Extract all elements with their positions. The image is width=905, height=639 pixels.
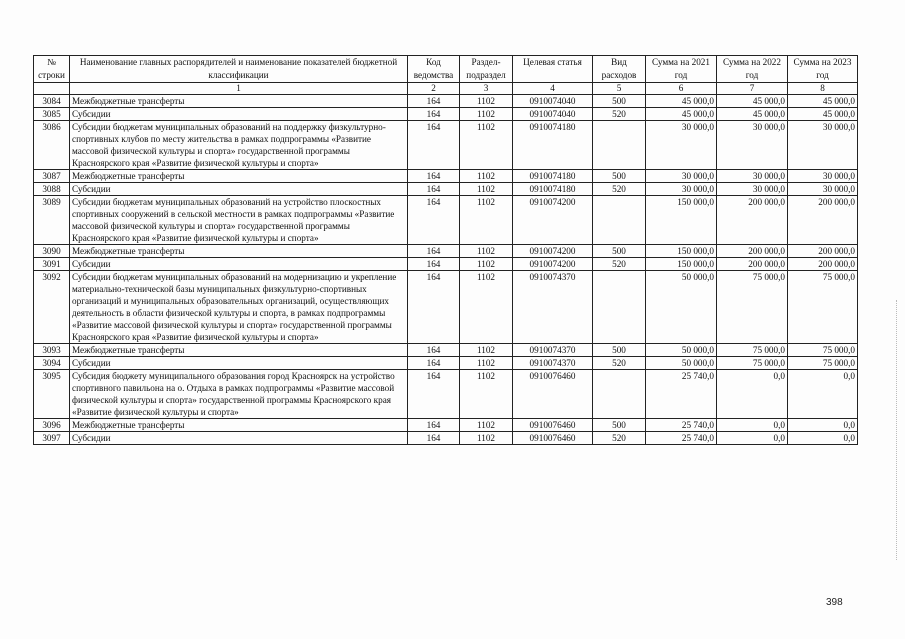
row-expense-type: 520 <box>593 258 646 271</box>
row-expense-type <box>593 370 646 419</box>
row-sum-2023: 200 000,0 <box>788 196 858 245</box>
column-number: 1 <box>70 83 408 95</box>
row-target: 0910074180 <box>513 183 593 196</box>
row-code: 164 <box>408 357 460 370</box>
row-section: 1102 <box>460 370 513 419</box>
row-target: 0910074200 <box>513 196 593 245</box>
row-sum-2021: 150 000,0 <box>646 258 717 271</box>
row-target: 0910074370 <box>513 271 593 344</box>
row-sum-2021: 30 000,0 <box>646 121 717 170</box>
table-row <box>34 357 858 370</box>
row-sum-2022: 45 000,0 <box>717 108 788 121</box>
row-expense-type: 500 <box>593 419 646 432</box>
budget-table <box>33 55 858 445</box>
table-row <box>34 271 858 344</box>
header-cell: Сумма на 2021 год <box>646 56 717 83</box>
row-section: 1102 <box>460 419 513 432</box>
row-sum-2021: 150 000,0 <box>646 245 717 258</box>
row-name: Межбюджетные трансферты <box>70 419 408 432</box>
row-target: 0910074370 <box>513 357 593 370</box>
table-row <box>34 245 858 258</box>
row-code: 164 <box>408 271 460 344</box>
scan-edge-marks <box>896 300 899 560</box>
row-code: 164 <box>408 121 460 170</box>
row-name: Межбюджетные трансферты <box>70 344 408 357</box>
row-expense-type: 520 <box>593 357 646 370</box>
row-number: 3092 <box>34 271 70 344</box>
row-sum-2022: 200 000,0 <box>717 245 788 258</box>
row-name: Субсидии <box>70 258 408 271</box>
header-cell: Раздел-подраздел <box>460 56 513 83</box>
row-code: 164 <box>408 170 460 183</box>
row-sum-2021: 25 740,0 <box>646 370 717 419</box>
row-sum-2022: 30 000,0 <box>717 183 788 196</box>
row-number: 3091 <box>34 258 70 271</box>
row-code: 164 <box>408 419 460 432</box>
row-target: 0910074040 <box>513 95 593 108</box>
row-section: 1102 <box>460 95 513 108</box>
row-target: 0910074200 <box>513 258 593 271</box>
row-name: Субсидии <box>70 432 408 445</box>
row-sum-2022: 200 000,0 <box>717 196 788 245</box>
row-code: 164 <box>408 258 460 271</box>
row-name: Субсидии <box>70 183 408 196</box>
row-sum-2021: 25 740,0 <box>646 432 717 445</box>
row-sum-2023: 0,0 <box>788 370 858 419</box>
row-sum-2021: 30 000,0 <box>646 183 717 196</box>
column-number: 6 <box>646 83 717 95</box>
table-row <box>34 432 858 445</box>
row-target: 0910076460 <box>513 370 593 419</box>
row-code: 164 <box>408 245 460 258</box>
row-sum-2021: 45 000,0 <box>646 95 717 108</box>
row-section: 1102 <box>460 271 513 344</box>
row-sum-2023: 200 000,0 <box>788 258 858 271</box>
table-row <box>34 170 858 183</box>
row-code: 164 <box>408 183 460 196</box>
row-number: 3087 <box>34 170 70 183</box>
header-cell: Вид расходов <box>593 56 646 83</box>
row-name: Субсидии бюджетам муниципальных образований на модернизацию и укрепление материально-технической базы муниципальных физкультурно-спортивных организаций и муниципальных образовательных организаций, осуществляющих деятельность в области физической культуры и спорта, в рамках подпрограммы «Развитие массовой физической культуры и спорта» государственной программы Красноярского края «Развитие физической культуры и спорта» <box>70 271 408 344</box>
row-sum-2021: 50 000,0 <box>646 271 717 344</box>
header-cell: Целевая статья <box>513 56 593 83</box>
table-row <box>34 370 858 419</box>
row-code: 164 <box>408 196 460 245</box>
header-cell: Сумма на 2022 год <box>717 56 788 83</box>
row-sum-2021: 50 000,0 <box>646 344 717 357</box>
row-expense-type: 500 <box>593 245 646 258</box>
column-number: 7 <box>717 83 788 95</box>
row-sum-2023: 200 000,0 <box>788 245 858 258</box>
row-number: 3090 <box>34 245 70 258</box>
row-section: 1102 <box>460 196 513 245</box>
row-sum-2021: 30 000,0 <box>646 170 717 183</box>
row-target: 0910074370 <box>513 344 593 357</box>
row-target: 0910074180 <box>513 170 593 183</box>
row-sum-2023: 30 000,0 <box>788 183 858 196</box>
row-sum-2022: 30 000,0 <box>717 121 788 170</box>
header-cell: Сумма на 2023 год <box>788 56 858 83</box>
row-name: Субсидии <box>70 108 408 121</box>
row-sum-2023: 0,0 <box>788 432 858 445</box>
row-sum-2022: 0,0 <box>717 419 788 432</box>
row-sum-2021: 150 000,0 <box>646 196 717 245</box>
row-sum-2022: 75 000,0 <box>717 271 788 344</box>
row-section: 1102 <box>460 170 513 183</box>
row-name: Субсидии бюджетам муниципальных образований на устройство плоскостных спортивных сооружений в сельской местности в рамках подпрограммы «Развитие массовой физической культуры и спорта» государственной программы Красноярского края «Развитие физической культуры и спорта» <box>70 196 408 245</box>
row-sum-2023: 0,0 <box>788 419 858 432</box>
row-target: 0910074040 <box>513 108 593 121</box>
header-cell: Наименование главных распорядителей и наименование показателей бюджетной классификации <box>70 56 408 83</box>
header-cell: Код ведомства <box>408 56 460 83</box>
table-row <box>34 419 858 432</box>
row-expense-type <box>593 121 646 170</box>
row-sum-2022: 45 000,0 <box>717 95 788 108</box>
row-number: 3093 <box>34 344 70 357</box>
table-row <box>34 95 858 108</box>
row-target: 0910076460 <box>513 432 593 445</box>
row-target: 0910074180 <box>513 121 593 170</box>
row-sum-2023: 45 000,0 <box>788 95 858 108</box>
row-number: 3085 <box>34 108 70 121</box>
row-sum-2023: 30 000,0 <box>788 121 858 170</box>
row-sum-2023: 75 000,0 <box>788 357 858 370</box>
row-expense-type: 500 <box>593 170 646 183</box>
row-code: 164 <box>408 108 460 121</box>
row-number: 3094 <box>34 357 70 370</box>
column-number: 3 <box>460 83 513 95</box>
row-name: Субсидии <box>70 357 408 370</box>
row-number: 3084 <box>34 95 70 108</box>
row-sum-2022: 30 000,0 <box>717 170 788 183</box>
row-expense-type: 500 <box>593 95 646 108</box>
row-sum-2022: 75 000,0 <box>717 357 788 370</box>
column-number: 8 <box>788 83 858 95</box>
row-sum-2022: 0,0 <box>717 370 788 419</box>
column-number: 4 <box>513 83 593 95</box>
row-expense-type <box>593 196 646 245</box>
row-name: Субсидия бюджету муниципального образования город Красноярск на устройство спортивного павильона на о. Отдыха в рамках подпрограммы «Развитие массовой физической культуры и спорта» государственной программы Красноярского края «Развитие физической культуры и спорта» <box>70 370 408 419</box>
page-number: 398 <box>826 597 843 608</box>
row-number: 3095 <box>34 370 70 419</box>
row-sum-2022: 75 000,0 <box>717 344 788 357</box>
row-section: 1102 <box>460 432 513 445</box>
row-sum-2023: 75 000,0 <box>788 271 858 344</box>
row-sum-2022: 200 000,0 <box>717 258 788 271</box>
row-section: 1102 <box>460 258 513 271</box>
row-sum-2021: 45 000,0 <box>646 108 717 121</box>
table-row <box>34 258 858 271</box>
row-number: 3088 <box>34 183 70 196</box>
row-name: Субсидии бюджетам муниципальных образований на поддержку физкультурно-спортивных клубов по месту жительства в рамках подпрограммы «Развитие массовой физической культуры и спорта» государственной программы Красноярского края «Развитие физической культуры и спорта» <box>70 121 408 170</box>
row-sum-2023: 45 000,0 <box>788 108 858 121</box>
row-code: 164 <box>408 432 460 445</box>
row-sum-2023: 75 000,0 <box>788 344 858 357</box>
row-sum-2023: 30 000,0 <box>788 170 858 183</box>
row-section: 1102 <box>460 121 513 170</box>
row-name: Межбюджетные трансферты <box>70 170 408 183</box>
row-name: Межбюджетные трансферты <box>70 245 408 258</box>
column-number <box>34 83 70 95</box>
row-number: 3086 <box>34 121 70 170</box>
column-number: 2 <box>408 83 460 95</box>
row-expense-type: 520 <box>593 432 646 445</box>
row-expense-type <box>593 271 646 344</box>
row-section: 1102 <box>460 245 513 258</box>
table-row <box>34 196 858 245</box>
row-code: 164 <box>408 344 460 357</box>
table-header-row <box>34 56 858 83</box>
column-number: 5 <box>593 83 646 95</box>
row-sum-2022: 0,0 <box>717 432 788 445</box>
column-number-row <box>34 83 858 95</box>
row-target: 0910076460 <box>513 419 593 432</box>
table-row <box>34 183 858 196</box>
row-sum-2021: 25 740,0 <box>646 419 717 432</box>
row-code: 164 <box>408 95 460 108</box>
row-sum-2021: 50 000,0 <box>646 357 717 370</box>
row-target: 0910074200 <box>513 245 593 258</box>
row-code: 164 <box>408 370 460 419</box>
row-section: 1102 <box>460 357 513 370</box>
row-number: 3089 <box>34 196 70 245</box>
table-row <box>34 344 858 357</box>
row-expense-type: 520 <box>593 108 646 121</box>
table-row <box>34 108 858 121</box>
row-number: 3096 <box>34 419 70 432</box>
row-section: 1102 <box>460 344 513 357</box>
header-cell: № строки <box>34 56 70 83</box>
row-number: 3097 <box>34 432 70 445</box>
table-row <box>34 121 858 170</box>
row-expense-type: 520 <box>593 183 646 196</box>
row-section: 1102 <box>460 183 513 196</box>
row-expense-type: 500 <box>593 344 646 357</box>
row-section: 1102 <box>460 108 513 121</box>
row-name: Межбюджетные трансферты <box>70 95 408 108</box>
